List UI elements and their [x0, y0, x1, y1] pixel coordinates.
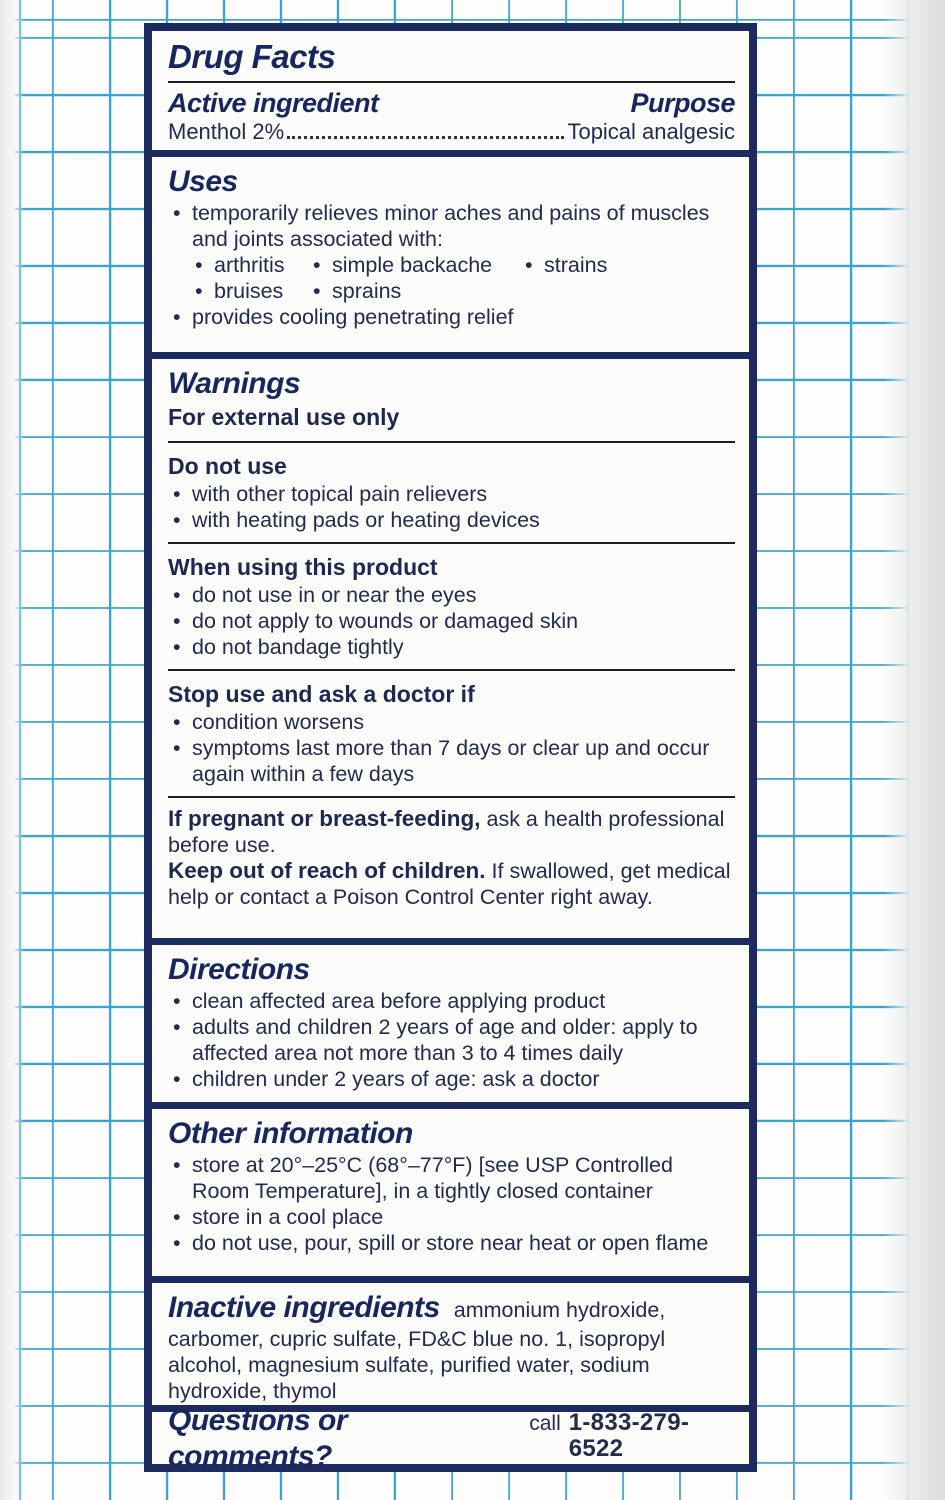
header-divider [168, 81, 735, 83]
sub-bullet [308, 252, 520, 278]
warnings-divider-4 [168, 796, 735, 798]
warnings-divider-1 [168, 441, 735, 443]
pregnancy-warning-text: ask a health professional before use. [168, 807, 725, 857]
section-warnings [152, 359, 749, 938]
directions-bullet-text: children under 2 years of age: ask a doctor [192, 1067, 600, 1091]
bullet-dot-icon: • [173, 201, 181, 225]
drug-facts-label [144, 23, 757, 1472]
sub-bullet-text: bruises [214, 279, 284, 303]
directions-bullet [168, 1066, 735, 1092]
other-information-bullet-text: do not use, pour, spill or store near heat or open flame [192, 1231, 709, 1255]
section-inactive-ingredients [152, 1283, 749, 1405]
call-label: call [529, 1411, 561, 1435]
section-directions [152, 945, 749, 1102]
when-using-bullet-text: do not apply to wounds or damaged skin [192, 609, 579, 633]
bullet-dot-icon: • [173, 305, 181, 329]
uses-sub-bullets-row-2 [190, 278, 735, 304]
do-not-use-heading: Do not use [168, 453, 287, 479]
dotted-leader [287, 136, 564, 139]
other-information-bullet [168, 1230, 735, 1256]
phone-number: 1-833-279-6522 [568, 1408, 690, 1462]
stop-use-bullet-text: condition worsens [192, 710, 365, 734]
bullet-dot-icon: • [313, 253, 321, 277]
uses-bullet-1 [168, 200, 735, 252]
bullet-dot-icon: • [173, 989, 181, 1013]
bullet-dot-icon: • [173, 736, 181, 760]
pregnancy-warning [168, 806, 735, 858]
directions-title: Directions [168, 953, 310, 986]
active-ingredient-heading: Active ingredient [168, 88, 379, 118]
uses-bullet-1-text: temporarily relieves minor aches and pains of muscles and joints associated with: [192, 201, 710, 251]
stop-use-bullet [168, 735, 735, 787]
when-using-bullet [168, 608, 735, 634]
uses-sub-bullets-row-1 [190, 252, 735, 278]
bullet-dot-icon: • [525, 253, 533, 277]
active-ingredient-row [168, 87, 735, 119]
children-warning-leadin: Keep out of reach of children. [168, 858, 486, 883]
questions-title: Questions or comments? [168, 1403, 348, 1473]
bullet-dot-icon: • [195, 279, 203, 303]
inactive-ingredients-text: ammonium hydroxide, carbomer, cupric sulfate, FD&C blue no. 1, isopropyl alcohol, magnesium sulfate, purified water, sodium hydroxide, thymol [168, 1298, 666, 1403]
bullet-dot-icon: • [313, 279, 321, 303]
when-using-bullet-text: do not bandage tightly [192, 635, 404, 659]
section-uses [152, 157, 749, 352]
section-questions [152, 1403, 749, 1473]
warnings-title: Warnings [168, 367, 301, 400]
bullet-dot-icon: • [173, 1067, 181, 1091]
sub-bullet [190, 278, 308, 304]
other-information-bullet [168, 1204, 735, 1230]
other-information-bullet [168, 1152, 735, 1204]
other-information-title: Other information [168, 1117, 413, 1150]
sub-bullet [520, 252, 735, 278]
do-not-use-bullet-text: with other topical pain relievers [192, 482, 488, 506]
purpose-value: Topical analgesic [567, 119, 735, 144]
sub-bullet-text: strains [544, 253, 608, 277]
sub-bullet-text: simple backache [332, 253, 493, 277]
when-using-heading: When using this product [168, 554, 438, 580]
inactive-ingredients-title: Inactive ingredients [168, 1291, 440, 1324]
purpose-heading: Purpose [630, 88, 735, 118]
drug-facts-title: Drug Facts [168, 38, 336, 75]
uses-title: Uses [168, 165, 238, 198]
bullet-dot-icon: • [173, 609, 181, 633]
section-header [152, 31, 749, 150]
ingredient-name: Menthol 2% [168, 119, 285, 144]
directions-bullet-text: adults and children 2 years of age and older: apply to affected area not more than 3 to 4 times daily [192, 1015, 698, 1065]
bullet-dot-icon: • [173, 508, 181, 532]
sub-bullet [190, 252, 308, 278]
section-other-information [152, 1109, 749, 1276]
bullet-dot-icon: • [173, 482, 181, 506]
do-not-use-bullet [168, 507, 735, 533]
uses-bullet-2 [168, 304, 735, 330]
bullet-dot-icon: • [173, 635, 181, 659]
sub-bullet-text: arthritis [214, 253, 285, 277]
stop-use-bullet-text: symptoms last more than 7 days or clear up and occur again within a few days [192, 736, 710, 786]
other-information-bullet-text: store in a cool place [192, 1205, 384, 1229]
sub-bullet-text: sprains [332, 279, 402, 303]
bullet-dot-icon: • [195, 253, 203, 277]
sub-bullet [308, 278, 520, 304]
bullet-dot-icon: • [173, 1231, 181, 1255]
warnings-divider-3 [168, 669, 735, 671]
bullet-dot-icon: • [173, 1015, 181, 1039]
children-warning [168, 858, 735, 910]
questions-row [168, 1403, 735, 1475]
directions-bullet [168, 1014, 735, 1066]
when-using-bullet [168, 582, 735, 608]
directions-bullet [168, 988, 735, 1014]
warnings-divider-2 [168, 542, 735, 544]
do-not-use-bullet [168, 481, 735, 507]
bullet-dot-icon: • [173, 1153, 181, 1177]
pregnancy-warning-leadin: If pregnant or breast-feeding, [168, 806, 481, 831]
bullet-dot-icon: • [173, 583, 181, 607]
children-warning-text: If swallowed, get medical help or contact a Poison Control Center right away. [168, 859, 731, 909]
uses-bullet-2-text: provides cooling penetrating relief [192, 305, 514, 329]
stop-use-bullet [168, 709, 735, 735]
other-information-bullet-text: store at 20°–25°C (68°–77°F) [see USP Controlled Room Temperature], in a tightly closed container [192, 1153, 673, 1203]
when-using-bullet [168, 634, 735, 660]
bullet-dot-icon: • [173, 710, 181, 734]
ingredient-leader-row [168, 119, 735, 145]
bullet-dot-icon: • [173, 1205, 181, 1229]
external-use-note: For external use only [168, 404, 400, 430]
when-using-bullet-text: do not use in or near the eyes [192, 583, 477, 607]
stop-use-heading: Stop use and ask a doctor if [168, 681, 475, 707]
directions-bullet-text: clean affected area before applying product [192, 989, 606, 1013]
do-not-use-bullet-text: with heating pads or heating devices [192, 508, 540, 532]
